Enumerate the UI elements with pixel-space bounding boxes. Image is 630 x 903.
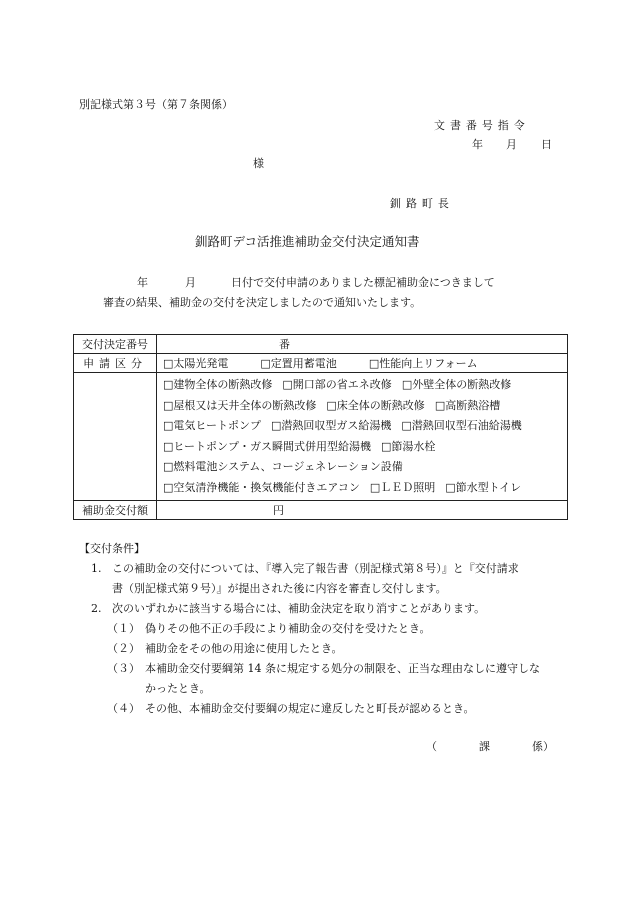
table-row xyxy=(74,335,568,354)
sub-condition-2-text: 補助金をその他の用途に使用したとき。 xyxy=(145,642,343,655)
date-month: 月 xyxy=(506,138,517,151)
document-title: 釧路町デコ活推進補助金交付決定通知書 xyxy=(195,234,420,249)
condition-1-number: 1. xyxy=(91,562,102,575)
sub-condition-3-line2: かったとき。 xyxy=(145,682,211,695)
option-heat-pump: □電気ヒートポンプ xyxy=(163,419,261,432)
decision-number-value: 番 xyxy=(157,335,568,354)
application-category-options xyxy=(157,354,568,373)
condition-1-line1: この補助金の交付については、『導入完了報告書（別記様式第８号）』と『交付請求 xyxy=(112,562,519,575)
option-solar: □太陽光発電 xyxy=(163,357,229,370)
document-number-label: 文書番号指令 xyxy=(434,119,530,132)
grant-amount-label: 補助金交付額 xyxy=(74,501,157,520)
option-wall-insulation: □外壁全体の断熱改修 xyxy=(401,378,512,391)
table-row xyxy=(74,373,568,501)
option-water-saving-faucet: □節湯水栓 xyxy=(380,439,436,453)
intro-year: 年 xyxy=(137,276,148,289)
reform-options-line xyxy=(163,416,561,437)
issuer: 釧路町長 xyxy=(390,197,454,210)
condition-1-line2: 書（別記様式第９号）』が提出された後に内容を審査し交付します。 xyxy=(112,582,447,595)
option-floor-insulation: □床全体の断熱改修 xyxy=(326,398,425,412)
table-row xyxy=(74,354,568,373)
option-oil-water-heater: □潜熱回収型石油給湯機 xyxy=(401,419,522,432)
sub-condition-3-line1: 本補助金交付要綱第 14 条に規定する処分の制限を、正当な理由なしに遵守しな xyxy=(145,662,540,675)
date-year: 年 xyxy=(472,138,483,151)
table-row xyxy=(74,501,568,520)
option-fuel-cell: □燃料電池システム、コージェネレーション設備 xyxy=(163,460,403,473)
decision-table xyxy=(73,334,568,520)
contact-open-paren: （ xyxy=(426,740,437,753)
condition-2-text: 次のいずれかに該当する場合には、補助金決定を取り消すことがあります。 xyxy=(112,602,486,615)
sub-condition-4-number: （４） xyxy=(107,702,140,715)
option-air-conditioner: □空気清浄機能・換気機能付きエアコン xyxy=(163,480,360,494)
sub-condition-3-number: （３） xyxy=(107,662,140,675)
intro-line1: 日付で交付申請のありました標記補助金につきまして xyxy=(231,276,495,289)
reform-options xyxy=(157,373,568,501)
sub-condition-4-text: その他、本補助金交付要綱の規定に違反したと町長が認めるとき。 xyxy=(145,702,475,715)
intro-month: 月 xyxy=(185,276,196,289)
decision-number-label: 交付決定番号 xyxy=(74,335,157,354)
date-day: 日 xyxy=(541,138,552,151)
option-water-saving-toilet: □節水型トイレ xyxy=(445,480,522,494)
reform-options-line xyxy=(163,437,561,458)
option-led-lighting: □ＬＥＤ照明 xyxy=(369,480,436,494)
reform-options-line xyxy=(163,457,561,478)
sub-condition-2-number: （２） xyxy=(107,642,140,655)
blank-label-cell xyxy=(74,373,157,501)
reform-options-line xyxy=(163,375,561,396)
application-category-label: 申請区分 xyxy=(74,354,157,373)
reform-options-line xyxy=(163,478,561,499)
conditions-heading: 【交付条件】 xyxy=(79,542,145,555)
condition-2-number: 2. xyxy=(91,602,102,615)
option-gas-water-heater: □潜熱回収型ガス給湯機 xyxy=(270,419,392,432)
option-building-insulation: □建物全体の断熱改修 xyxy=(163,378,273,391)
form-reference: 別記様式第３号（第７条関係） xyxy=(79,98,233,111)
sub-condition-1-text: 偽りその他不正の手段により補助金の交付を受けたとき。 xyxy=(145,622,431,635)
intro-line2: 審査の結果、補助金の交付を決定しましたので通知いたします。 xyxy=(103,296,422,309)
option-reform: □性能向上リフォーム xyxy=(368,357,478,370)
option-hybrid-heater: □ヒートポンプ・ガス瞬間式併用型給湯機 xyxy=(163,439,371,453)
reform-options-line xyxy=(163,396,561,417)
option-opening-energy: □開口部の省エネ改修 xyxy=(282,378,392,391)
grant-amount-value: 円 xyxy=(157,501,568,520)
sub-condition-1-number: （１） xyxy=(107,622,140,635)
contact-person: 係） xyxy=(532,740,554,753)
option-battery: □定置用蓄電池 xyxy=(260,357,337,370)
contact-section: 課 xyxy=(479,740,490,753)
addressee-suffix: 様 xyxy=(253,157,264,170)
option-bathtub: □高断熱浴槽 xyxy=(434,398,501,412)
option-roof-insulation: □屋根又は天井全体の断熱改修 xyxy=(163,398,317,412)
